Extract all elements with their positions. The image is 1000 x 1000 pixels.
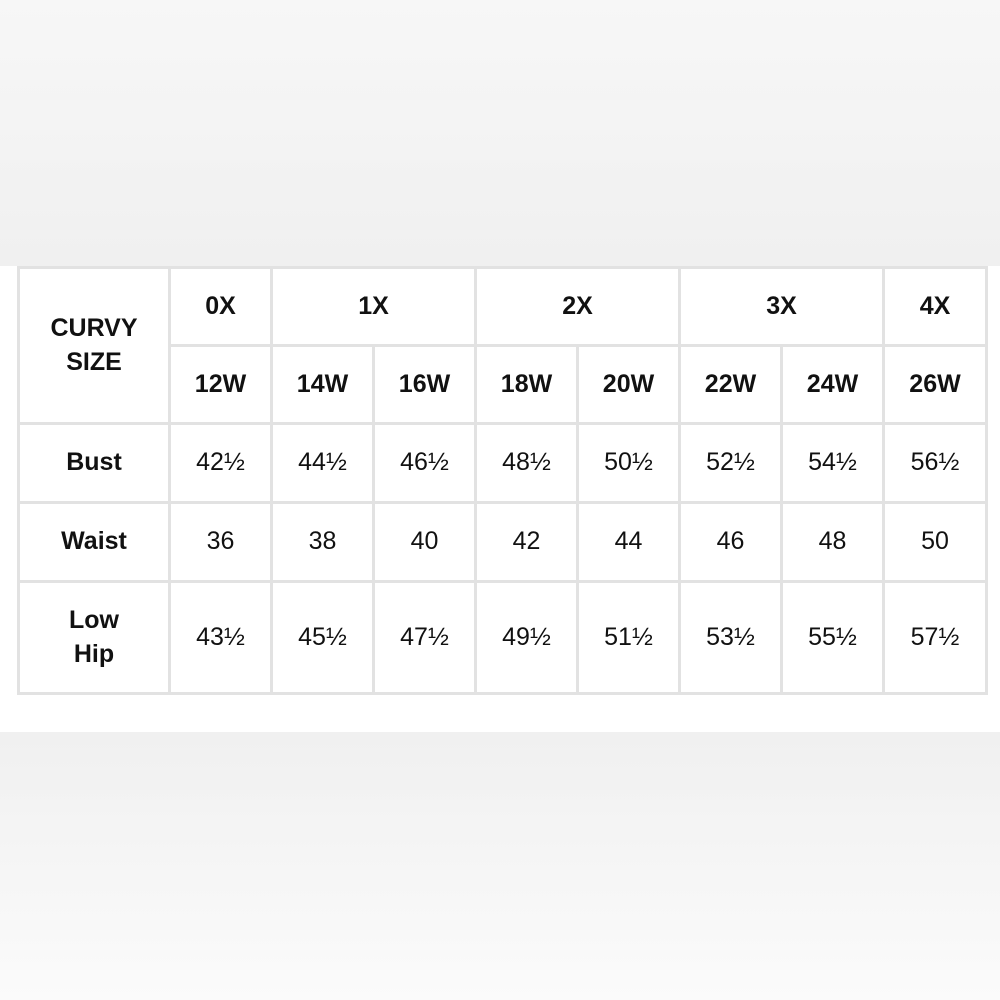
table-cell: 48 bbox=[782, 503, 884, 582]
group-header-1x: 1X bbox=[272, 268, 476, 346]
size-header-12w: 12W bbox=[170, 346, 272, 424]
size-header-24w: 24W bbox=[782, 346, 884, 424]
table-cell: 45½ bbox=[272, 582, 374, 694]
table-cell: 55½ bbox=[782, 582, 884, 694]
size-header-22w: 22W bbox=[680, 346, 782, 424]
row-label-bust bbox=[19, 424, 170, 503]
table-cell: 51½ bbox=[578, 582, 680, 694]
table-cell: 52½ bbox=[680, 424, 782, 503]
table-cell: 44 bbox=[578, 503, 680, 582]
table-cell: 43½ bbox=[170, 582, 272, 694]
corner-header-cell bbox=[19, 268, 170, 424]
background-top bbox=[0, 0, 1000, 266]
table-row-low-hip bbox=[19, 582, 987, 694]
group-header-2x: 2X bbox=[476, 268, 680, 346]
size-header-18w: 18W bbox=[476, 346, 578, 424]
table-cell: 42 bbox=[476, 503, 578, 582]
background-bottom bbox=[0, 732, 1000, 1000]
table-cell: 50½ bbox=[578, 424, 680, 503]
row-label-waist bbox=[19, 503, 170, 582]
table-cell: 49½ bbox=[476, 582, 578, 694]
group-header-3x: 3X bbox=[680, 268, 884, 346]
group-header-row bbox=[19, 268, 987, 346]
table-row-bust bbox=[19, 424, 987, 503]
row-label-text-line-1: Low bbox=[69, 605, 119, 634]
size-header-14w: 14W bbox=[272, 346, 374, 424]
table-cell: 46 bbox=[680, 503, 782, 582]
row-label-text-line-2: Hip bbox=[73, 639, 115, 668]
row-label-text: Waist bbox=[61, 527, 127, 556]
table-cell: 47½ bbox=[374, 582, 476, 694]
table-cell: 53½ bbox=[680, 582, 782, 694]
table-cell: 57½ bbox=[884, 582, 987, 694]
corner-label-line-2: SIZE bbox=[66, 347, 122, 376]
table-cell: 48½ bbox=[476, 424, 578, 503]
group-header-4x: 4X bbox=[884, 268, 987, 346]
table-cell: 36 bbox=[170, 503, 272, 582]
group-header-0x: 0X bbox=[170, 268, 272, 346]
table-cell: 50 bbox=[884, 503, 987, 582]
table-cell: 46½ bbox=[374, 424, 476, 503]
table-cell: 38 bbox=[272, 503, 374, 582]
table-cell: 42½ bbox=[170, 424, 272, 503]
size-header-26w: 26W bbox=[884, 346, 987, 424]
table-cell: 44½ bbox=[272, 424, 374, 503]
curvy-size-chart bbox=[17, 266, 988, 695]
corner-label-line-1: CURVY bbox=[50, 313, 138, 342]
size-header-16w: 16W bbox=[374, 346, 476, 424]
row-label-text: Bust bbox=[66, 448, 122, 477]
table-row-waist bbox=[19, 503, 987, 582]
table-cell: 40 bbox=[374, 503, 476, 582]
size-header-20w: 20W bbox=[578, 346, 680, 424]
table-cell: 54½ bbox=[782, 424, 884, 503]
row-label-low-hip bbox=[19, 582, 170, 694]
table-cell: 56½ bbox=[884, 424, 987, 503]
